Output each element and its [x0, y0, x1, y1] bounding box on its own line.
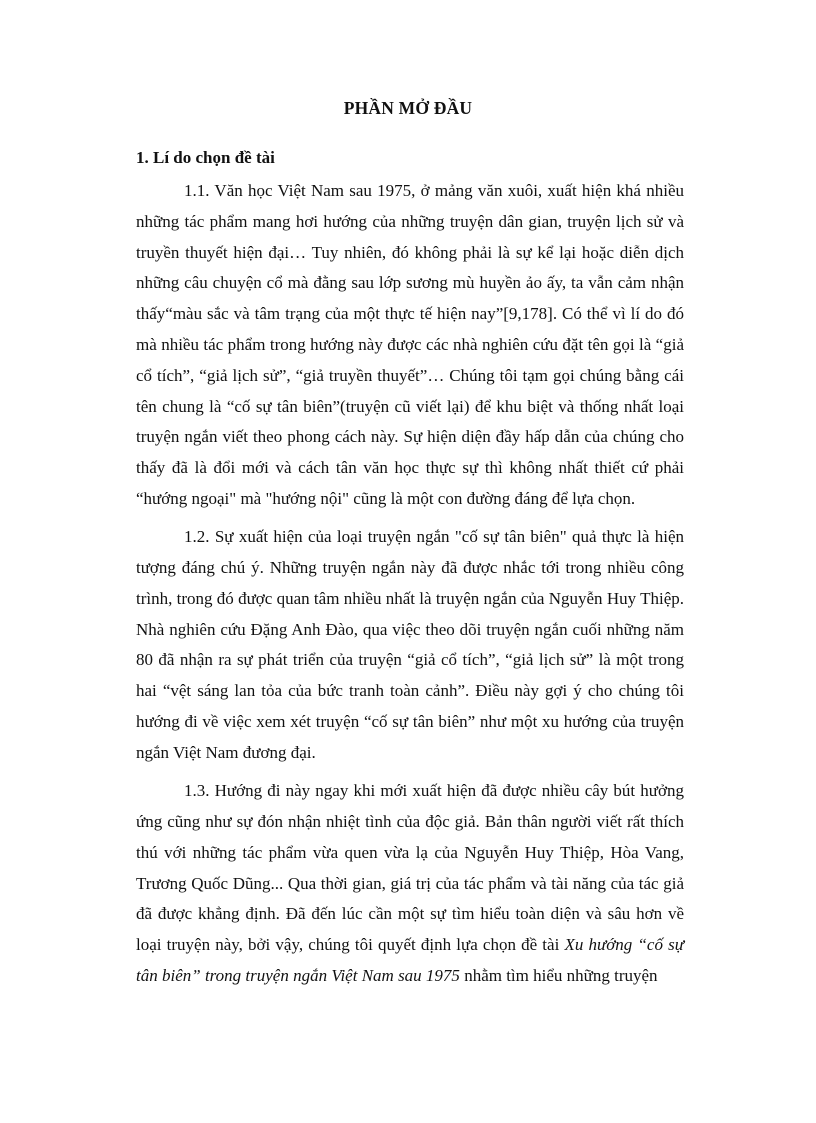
paragraph-1-2: 1.2. Sự xuất hiện của loại truyện ngắn "cố sự tân biên" quả thực là hiện tượng đáng chú ý. Những truyện ngắn này đã được nhắc tới trong nhiều công trình, trong đó được quan tâm nhiều nhất là truyện ngắn của Nguyễn Huy Thiệp. Nhà nghiên cứu Đặng Anh Đào, qua việc theo dõi truyện ngắn cuối những năm 80 đã nhận ra sự phát triển của truyện “giả cổ tích”, “giả lịch sử” là một trong hai “vệt sáng lan tỏa của bức tranh toàn cảnh”. Điều này gợi ý cho chúng tôi hướng đi về việc xem xét truyện “cố sự tân biên” như một xu hướng của truyện ngắn Việt Nam đương đại. [136, 527, 684, 762]
page-title: PHẦN MỞ ĐẦU [343, 98, 473, 118]
paragraph-1-1: 1.1. Văn học Việt Nam sau 1975, ở mảng văn xuôi, xuất hiện khá nhiều những tác phẩm mang hơi hướng của những truyện dân gian, truyện lịch sử và truyền thuyết hiện đại… Tuy nhiên, đó không phải là sự kể lại hoặc diễn dịch những câu chuyện cổ mà đằng sau lớp sương mù huyền ảo ấy, ta vẫn cảm nhận thấy“màu sắc và tâm trạng của một thực tế hiện nay”[9,178]. Có thể vì lí do đó mà nhiều tác phẩm trong hướng này được các nhà nghiên cứu đặt tên gọi là “giả cổ tích”, “giả lịch sử”, “giả truyền thuyết”… Chúng tôi tạm gọi chúng bằng cái tên chung là “cố sự tân biên”(truyện cũ viết lại) để khu biệt và thống nhất loại truyện ngắn viết theo phong cách này. Sự hiện diện đầy hấp dẫn của chúng cho thấy đã là đổi mới và cách tân văn học thực sự thì không nhất thiết cứ phải “hướng ngoại" mà "hướng nội" cũng là một con đường đáng để lựa chọn. [136, 181, 684, 508]
thesis-title-italic: Xu hướng “cố sự tân biên” trong truyện ngắn Việt Nam sau 1975 [136, 935, 684, 985]
section-heading: 1. Lí do chọn đề tài [136, 148, 275, 167]
paragraph-1-3 [136, 776, 684, 992]
paragraph-1-3-text-before: 1.3. Hướng đi này ngay khi mới xuất hiện đã được nhiều cây bút hưởng ứng cũng như sự đón nhận nhiệt tình của độc giả. Bản thân người viết rất thích thú với những tác phẩm vừa quen vừa lạ của Nguyễn Huy Thiệp, Hòa Vang, Trương Quốc Dũng... Qua thời gian, giá trị của tác phẩm và tài năng của tác giả đã được khẳng định. Đã đến lúc cần một sự tìm hiểu toàn diện và sâu hơn về loại truyện này, bởi vậy, chúng tôi quyết định lựa chọn đề tài [136, 781, 684, 955]
paragraph-1-3-text-after: nhằm tìm hiểu những truyện [459, 965, 658, 985]
body-text [136, 176, 684, 999]
